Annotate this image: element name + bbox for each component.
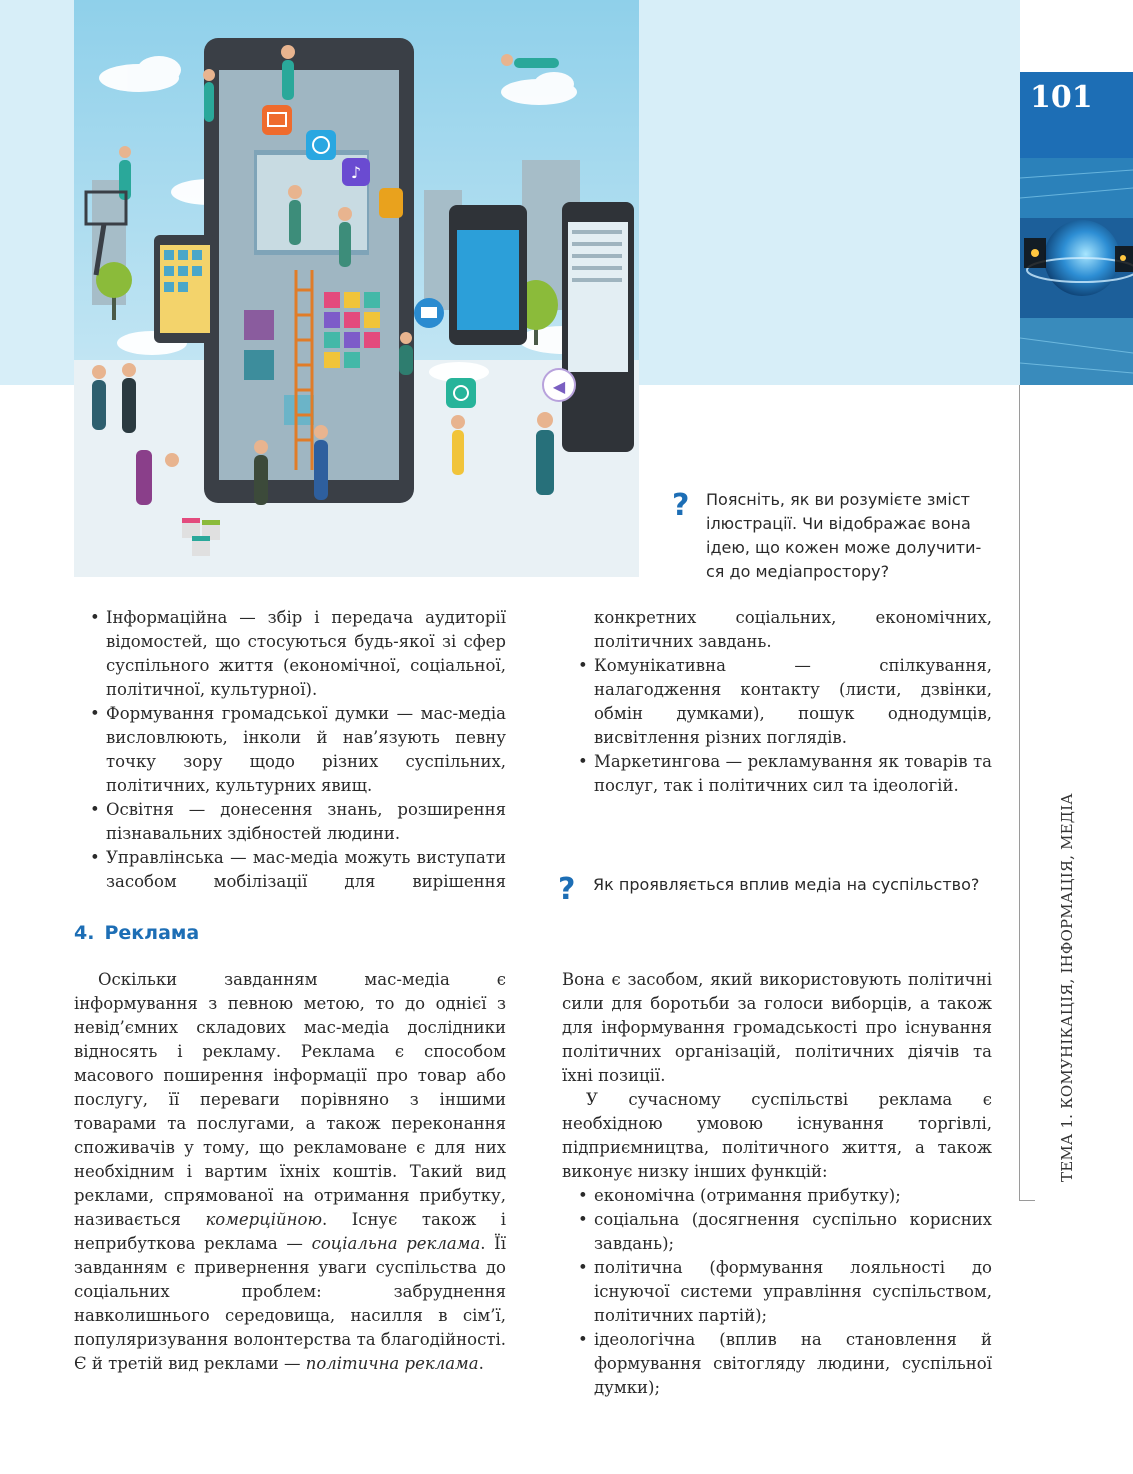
- function-item: • Інформаційна — збір і передача аудиторії відомостей, що стосуються будь-якої зі сфер суспільного життя (економічної, соціальної, політичної, культурної).: [90, 606, 506, 702]
- body-text: Оскільки завданням мас-медіа є інформування з певною метою, то до однієї з невід’ємних складових мас-медіа дослідники відносять і рекламу. Реклама є способом масового поширення інформації про товар або послугу, її переваги порівняно з іншими товарами та послугами, а також переконання споживачів у тому, що рекламоване є для них необхідним і вартим їхніх коштів. Такий вид реклами, спрямованої на отримання прибутку, називається: [74, 970, 506, 1229]
- question-mark-icon: ?: [558, 872, 576, 907]
- side-rule: [1019, 385, 1020, 1200]
- function-item: • Формування громадської думки — мас-медіа висловлюють, інколи й нав’язують певну точку зору щодо різних суспільних, політичних, культурних явищ.: [90, 702, 506, 798]
- media-illustration: [74, 0, 639, 577]
- ad-function-item: • соціальна (досягнення суспільно корисних завдань);: [578, 1208, 992, 1256]
- body-paragraph: У сучасному суспільстві реклама є необхідною умовою існування торгівлі, підприємництва, політичного життя, а також виконує низку інших функцій:: [562, 1090, 992, 1181]
- function-continuation: конкретних соціальних, економічних, політичних завдань.: [594, 608, 992, 651]
- term-commercial: комерційною: [205, 1210, 322, 1229]
- side-rule-end: [1019, 1200, 1035, 1201]
- tab-image: [1020, 158, 1133, 385]
- section-number: 4.: [74, 922, 95, 944]
- phone-icon: [379, 188, 403, 218]
- question-1-line: ідею, що кожен може долучити-: [706, 538, 982, 557]
- function-item: • Маркетингова — рекламування як товарів та послуг, так і політичних сил та ідеологій.: [578, 750, 992, 798]
- function-item: • Управлінська — мас-медіа можуть виступати засобом мобілізації для вирішення: [90, 846, 506, 894]
- running-head: ТЕМА 1. КОМУНІКАЦІЯ, ІНФОРМАЦІЯ, МЕДІА: [1058, 793, 1076, 1182]
- body-text: . Існує також і неприбуткова реклама —: [74, 1210, 506, 1253]
- question-1-line: ся до медіапростору?: [706, 562, 890, 581]
- functions-right-column: [578, 606, 992, 798]
- svg-text:◀: ◀: [552, 377, 566, 396]
- term-social: соціальна реклама: [311, 1234, 481, 1253]
- ad-function-item: • економічна (отримання прибутку);: [578, 1184, 992, 1208]
- page-number: 101: [1030, 80, 1093, 115]
- section-heading: [74, 922, 209, 944]
- body-paragraph: [74, 968, 506, 1376]
- question-1: [706, 488, 981, 584]
- section-title: Реклама: [104, 922, 200, 944]
- question-mark-icon: ?: [672, 488, 690, 523]
- body-text: .: [478, 1354, 484, 1373]
- body-left-column: [74, 968, 506, 1376]
- term-political: політична реклама: [305, 1354, 479, 1373]
- svg-text:♪: ♪: [350, 163, 362, 182]
- ad-function-item: • політична (формування лояльності до існуючої системи управління суспільством, політичних партій);: [578, 1256, 992, 1328]
- functions-left-column: [90, 606, 506, 894]
- body-right-column: [562, 968, 992, 1400]
- camera-icon: [446, 378, 476, 408]
- function-item: • Освітня — донесення знань, розширення пізнавальних здібностей людини.: [90, 798, 506, 846]
- mail-icon: [262, 105, 292, 135]
- function-item: • Комунікативна — спілкування, налагодження контакту (листи, дзвінки, обмін думками), пошук однодумців, висвітлення різних поглядів.: [578, 654, 992, 750]
- question-1-line: Поясніть, як ви розумієте зміст: [706, 490, 970, 509]
- ad-function-item: • ідеологічна (вплив на становлення й формування світогляду людини, суспільної думки);: [578, 1328, 992, 1400]
- body-paragraph: Вона є засобом, який використовують політичні сили для боротьби за голоси виборців, а також для інформування громадськості про існування політичних організацій, політичних діячів та їхні позиції.: [562, 970, 992, 1085]
- question-1-line: ілюстрації. Чи відображає вона: [706, 514, 971, 533]
- question-2: Як проявляється вплив медіа на суспільство?: [593, 875, 980, 894]
- sync-icon: [306, 130, 336, 160]
- body-text: . Її завданням є привернення уваги суспільства до соціальних проблем: забруднення навколишнього середовища, насилля в сім’ї, популяризування волонтерства та благодійності. Є й третій вид реклами —: [74, 1234, 506, 1373]
